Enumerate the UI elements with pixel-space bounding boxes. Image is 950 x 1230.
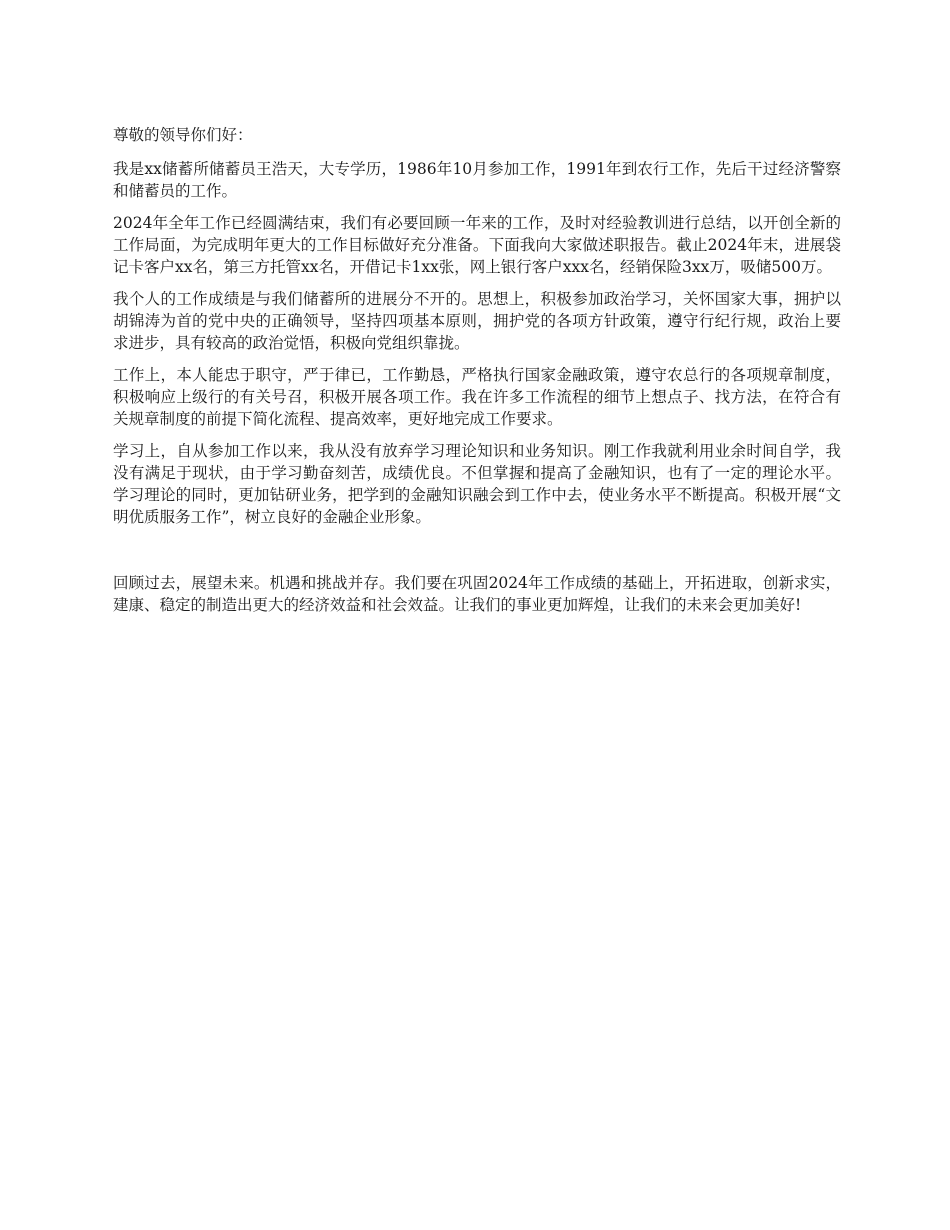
section-gap	[113, 538, 841, 572]
paragraph-work: 工作上，本人能忠于职守，严于律已，工作勤恳，严格执行国家金融政策，遵守农总行的各项规章制度，积极响应上级行的有关号召，积极开展各项工作。我在许多工作流程的细节上想点子、找方法，在符合有关规章制度的前提下简化流程、提高效率，更好地完成工作要求。	[113, 366, 841, 428]
document-body	[113, 124, 841, 626]
paragraph-summary: 2024年全年工作已经圆满结束，我们有必要回顾一年来的工作，及时对经验教训进行总结，以开创全新的工作局面，为完成明年更大的工作目标做好充分准备。下面我向大家做述职报告。截止2024年末，进展袋记卡客户xx名，第三方托管xx名，开借记卡1xx张，网上银行客户xxx名，经销保险3xx万，吸储500万。	[113, 214, 841, 276]
paragraph-closing: 回顾过去，展望未来。机遇和挑战并存。我们要在巩固2024年工作成绩的基础上，开拓进取，创新求实，建康、稳定的制造出更大的经济效益和社会效益。让我们的事业更加辉煌，让我们的未来会更加美好!	[113, 574, 841, 614]
paragraph-intro: 我是xx储蓄所储蓄员王浩天，大专学历，1986年10月参加工作，1991年到农行工作，先后干过经济警察和储蓄员的工作。	[113, 160, 841, 200]
paragraph-thought: 我个人的工作成绩是与我们储蓄所的进展分不开的。思想上，积极参加政治学习，关怀国家大事，拥护以胡锦涛为首的党中央的正确领导，坚持四项基本原则，拥护党的各项方针政策，遵守行纪行规，政治上要求进步，具有较高的政治觉悟，积极向党组织靠拢。	[113, 290, 841, 352]
salutation: 尊敬的领导你们好：	[113, 126, 253, 144]
paragraph-study: 学习上，自从参加工作以来，我从没有放弃学习理论知识和业务知识。刚工作我就利用业余时间自学，我没有满足于现状，由于学习勤奋刻苦，成绩优良。不但掌握和提高了金融知识，也有了一定的理论水平。学习理论的同时，更加钻研业务，把学到的金融知识融会到工作中去，使业务水平不断提高。积极开展“文明优质服务工作”，树立良好的金融企业形象。	[113, 442, 841, 526]
